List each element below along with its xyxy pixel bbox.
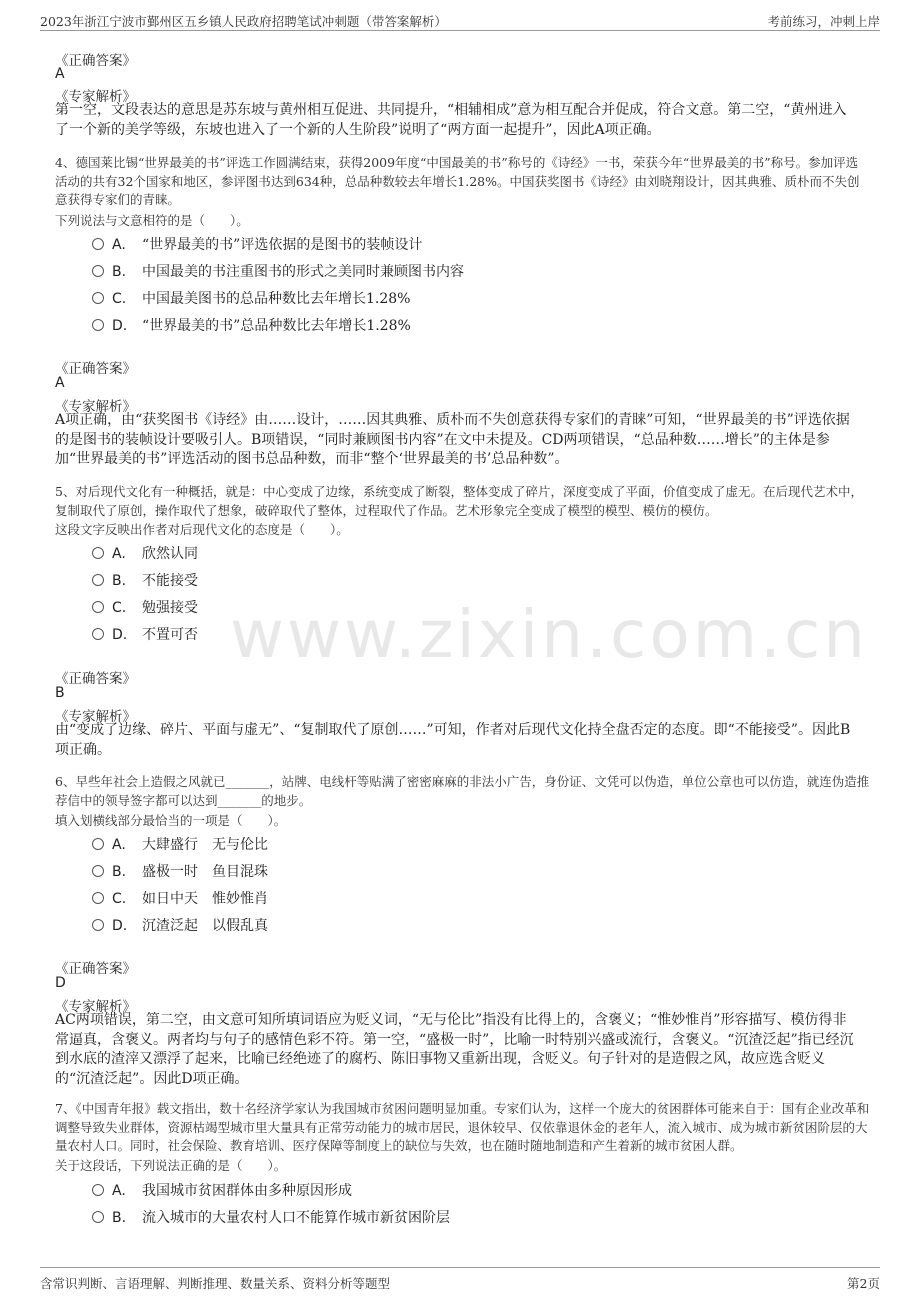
page-footer [40, 1267, 880, 1294]
question-stem: 5、对后现代文化有一种概括，就是：中心变成了边缘，系统变成了断裂，整体变成了碎片，深度变成了平面，价值变成了虚无。在后现代艺术中，复制取代了原创，操作取代了想象，破碎取代了整体，过程取代了作品。艺术形象完全变成了模型的模型、模仿的模仿。 [55, 484, 863, 518]
option-a[interactable]: A. “世界最美的书”评选依据的是图书的装帧设计 [92, 234, 422, 254]
option-b[interactable]: B. 不能接受 [92, 570, 198, 590]
radio-icon[interactable] [92, 865, 104, 877]
question-ask: 填入划横线部分最恰当的一项是（ ）。 [55, 813, 287, 828]
analysis-label: 《专家解析》 [55, 399, 136, 415]
radio-icon[interactable] [92, 319, 104, 331]
analysis-text: A项正确，由“获奖图书《诗经》由……设计，……因其典雅、质朴而不失创意获得专家们的青睐”可知，“世界最美的书”评选依据的是图书的装帧设计要吸引人。B项错误，“同时兼顾图书内容”在文中未提及。CD两项错误，“总品种数……增长”的主体是参加“世界最美的书”评选活动的图书总品种数，而非“整个‘世界最美的书’总品种数”。 [55, 412, 850, 467]
option-d[interactable]: D. 沉渣泛起 以假乱真 [92, 915, 268, 935]
option-d[interactable]: D. 不置可否 [92, 624, 198, 644]
option-b[interactable]: B. 盛极一时 鱼目混珠 [92, 861, 268, 881]
radio-icon[interactable] [92, 1211, 104, 1223]
page-number: 第2页 [847, 1276, 880, 1291]
radio-icon[interactable] [92, 574, 104, 586]
radio-icon[interactable] [92, 292, 104, 304]
radio-icon[interactable] [92, 919, 104, 931]
analysis-text: 由“变成了边缘、碎片、平面与虚无”、“复制取代了原创……”可知，作者对后现代文化持全盘否定的态度。即“不能接受”。因此B项正确。 [55, 722, 851, 758]
radio-icon[interactable] [92, 547, 104, 559]
page-header [40, 8, 880, 31]
analysis-label: 《专家解析》 [55, 709, 136, 725]
question-ask: 关于这段话，下列说法正确的是（ ）。 [55, 1158, 287, 1173]
analysis-text: AC两项错误，第二空，由文意可知所填词语应为贬义词，“无与伦比”指没有比得上的，含褒义；“惟妙惟肖”形容描写、模仿得非常逼真，含褒义。两者均与句子的感情色彩不符。第一空，“盛极一时”，比喻一时特别兴盛或流行，含褒义。“沉渣泛起”指已经沉到水底的渣滓又漂浮了起来，比喻已经绝迹了的腐朽、陈旧事物又重新出现，含贬义。句子针对的是造假之风，故应选含贬义的“沉渣泛起”。因此D项正确。 [55, 1012, 854, 1087]
analysis-text: 第一空，文段表达的意思是苏东坡与黄州相互促进、共同提升，“相辅相成”意为相互配合并促成，符合文意。第二空，“黄州进入了一个新的美学等级，东坡也进入了一个新的人生阶段”说明了“两方面一起提升”，因此A项正确。 [55, 102, 847, 138]
analysis-label: 《专家解析》 [55, 999, 136, 1015]
option-d[interactable]: D. “世界最美的书”总品种数比去年增长1.28% [92, 315, 411, 335]
answer-value: B [55, 685, 65, 701]
analysis-label: 《专家解析》 [55, 89, 136, 105]
radio-icon[interactable] [92, 265, 104, 277]
answer-label: 《正确答案》 [55, 961, 136, 977]
radio-icon[interactable] [92, 628, 104, 640]
radio-icon[interactable] [92, 1184, 104, 1196]
question-ask: 下列说法与文意相符的是（ ）。 [55, 213, 249, 228]
answer-label: 《正确答案》 [55, 53, 136, 69]
question-stem: 4、德国莱比锡“世界最美的书”评选工作圆满结束，获得2009年度“中国最美的书”称号的《诗经》一书，荣获今年“世界最美的书”称号。参加评选活动的共有32个国家和地区，参评图书达到634种，总品种数较去年增长1.28%。中国获奖图书《诗经》由刘晓翔设计，因其典雅、质朴而不失创意获得专家们的青睐。 [55, 155, 860, 207]
header-slogan: 考前练习，冲刺上岸 [767, 14, 880, 29]
option-a[interactable]: A. 我国城市贫困群体由多种原因形成 [92, 1180, 352, 1200]
option-c[interactable]: C. 中国最美图书的总品种数比去年增长1.28% [92, 288, 410, 308]
option-a[interactable]: A. 欣然认同 [92, 543, 198, 563]
radio-icon[interactable] [92, 892, 104, 904]
option-c[interactable]: C. 如日中天 惟妙惟肖 [92, 888, 268, 908]
footer-topics: 含常识判断、言语理解、判断推理、数量关系、资料分析等题型 [40, 1276, 391, 1291]
question-stem: 6、早些年社会上造假之风就已_______，站牌、电线杆等贴满了密密麻麻的非法小广告，身份证、文凭可以伪造，单位公章也可以仿造，就连伪造推荐信中的领导签字都可以达到_______的地步。 [55, 774, 870, 808]
answer-value: A [55, 66, 65, 82]
question-ask: 这段文字反映出作者对后现代文化的态度是（ ）。 [55, 522, 349, 537]
radio-icon[interactable] [92, 238, 104, 250]
answer-label: 《正确答案》 [55, 671, 136, 687]
document-title: 2023年浙江宁波市鄞州区五乡镇人民政府招聘笔试冲刺题（带答案解析） [40, 14, 447, 29]
answer-value: A [55, 375, 65, 391]
watermark: www.zixin.com.cn [230, 596, 869, 673]
option-b[interactable]: B. 中国最美的书注重图书的形式之美同时兼顾图书内容 [92, 261, 464, 281]
radio-icon[interactable] [92, 601, 104, 613]
option-b[interactable]: B. 流入城市的大量农村人口不能算作城市新贫困阶层 [92, 1207, 450, 1227]
answer-value: D [55, 975, 66, 991]
question-stem: 7、《中国青年报》载文指出，数十名经济学家认为我国城市贫困问题明显加重。专家们认为，这样一个庞大的贫困群体可能来自于：国有企业改革和调整导致失业群体，资源枯竭型城市里大量具有正常劳动能力的城市居民，退休较早、仅依靠退休金的老年人，流入城市、成为城市新贫困阶层的大量农村人口。同时，社会保险、教育培训、医疗保障等制度上的缺位与失效，也在随时随地制造和产生着新的城市贫困人群。 [55, 1101, 870, 1153]
radio-icon[interactable] [92, 838, 104, 850]
answer-label: 《正确答案》 [55, 361, 136, 377]
option-c[interactable]: C. 勉强接受 [92, 597, 198, 617]
option-a[interactable]: A. 大肆盛行 无与伦比 [92, 834, 268, 854]
